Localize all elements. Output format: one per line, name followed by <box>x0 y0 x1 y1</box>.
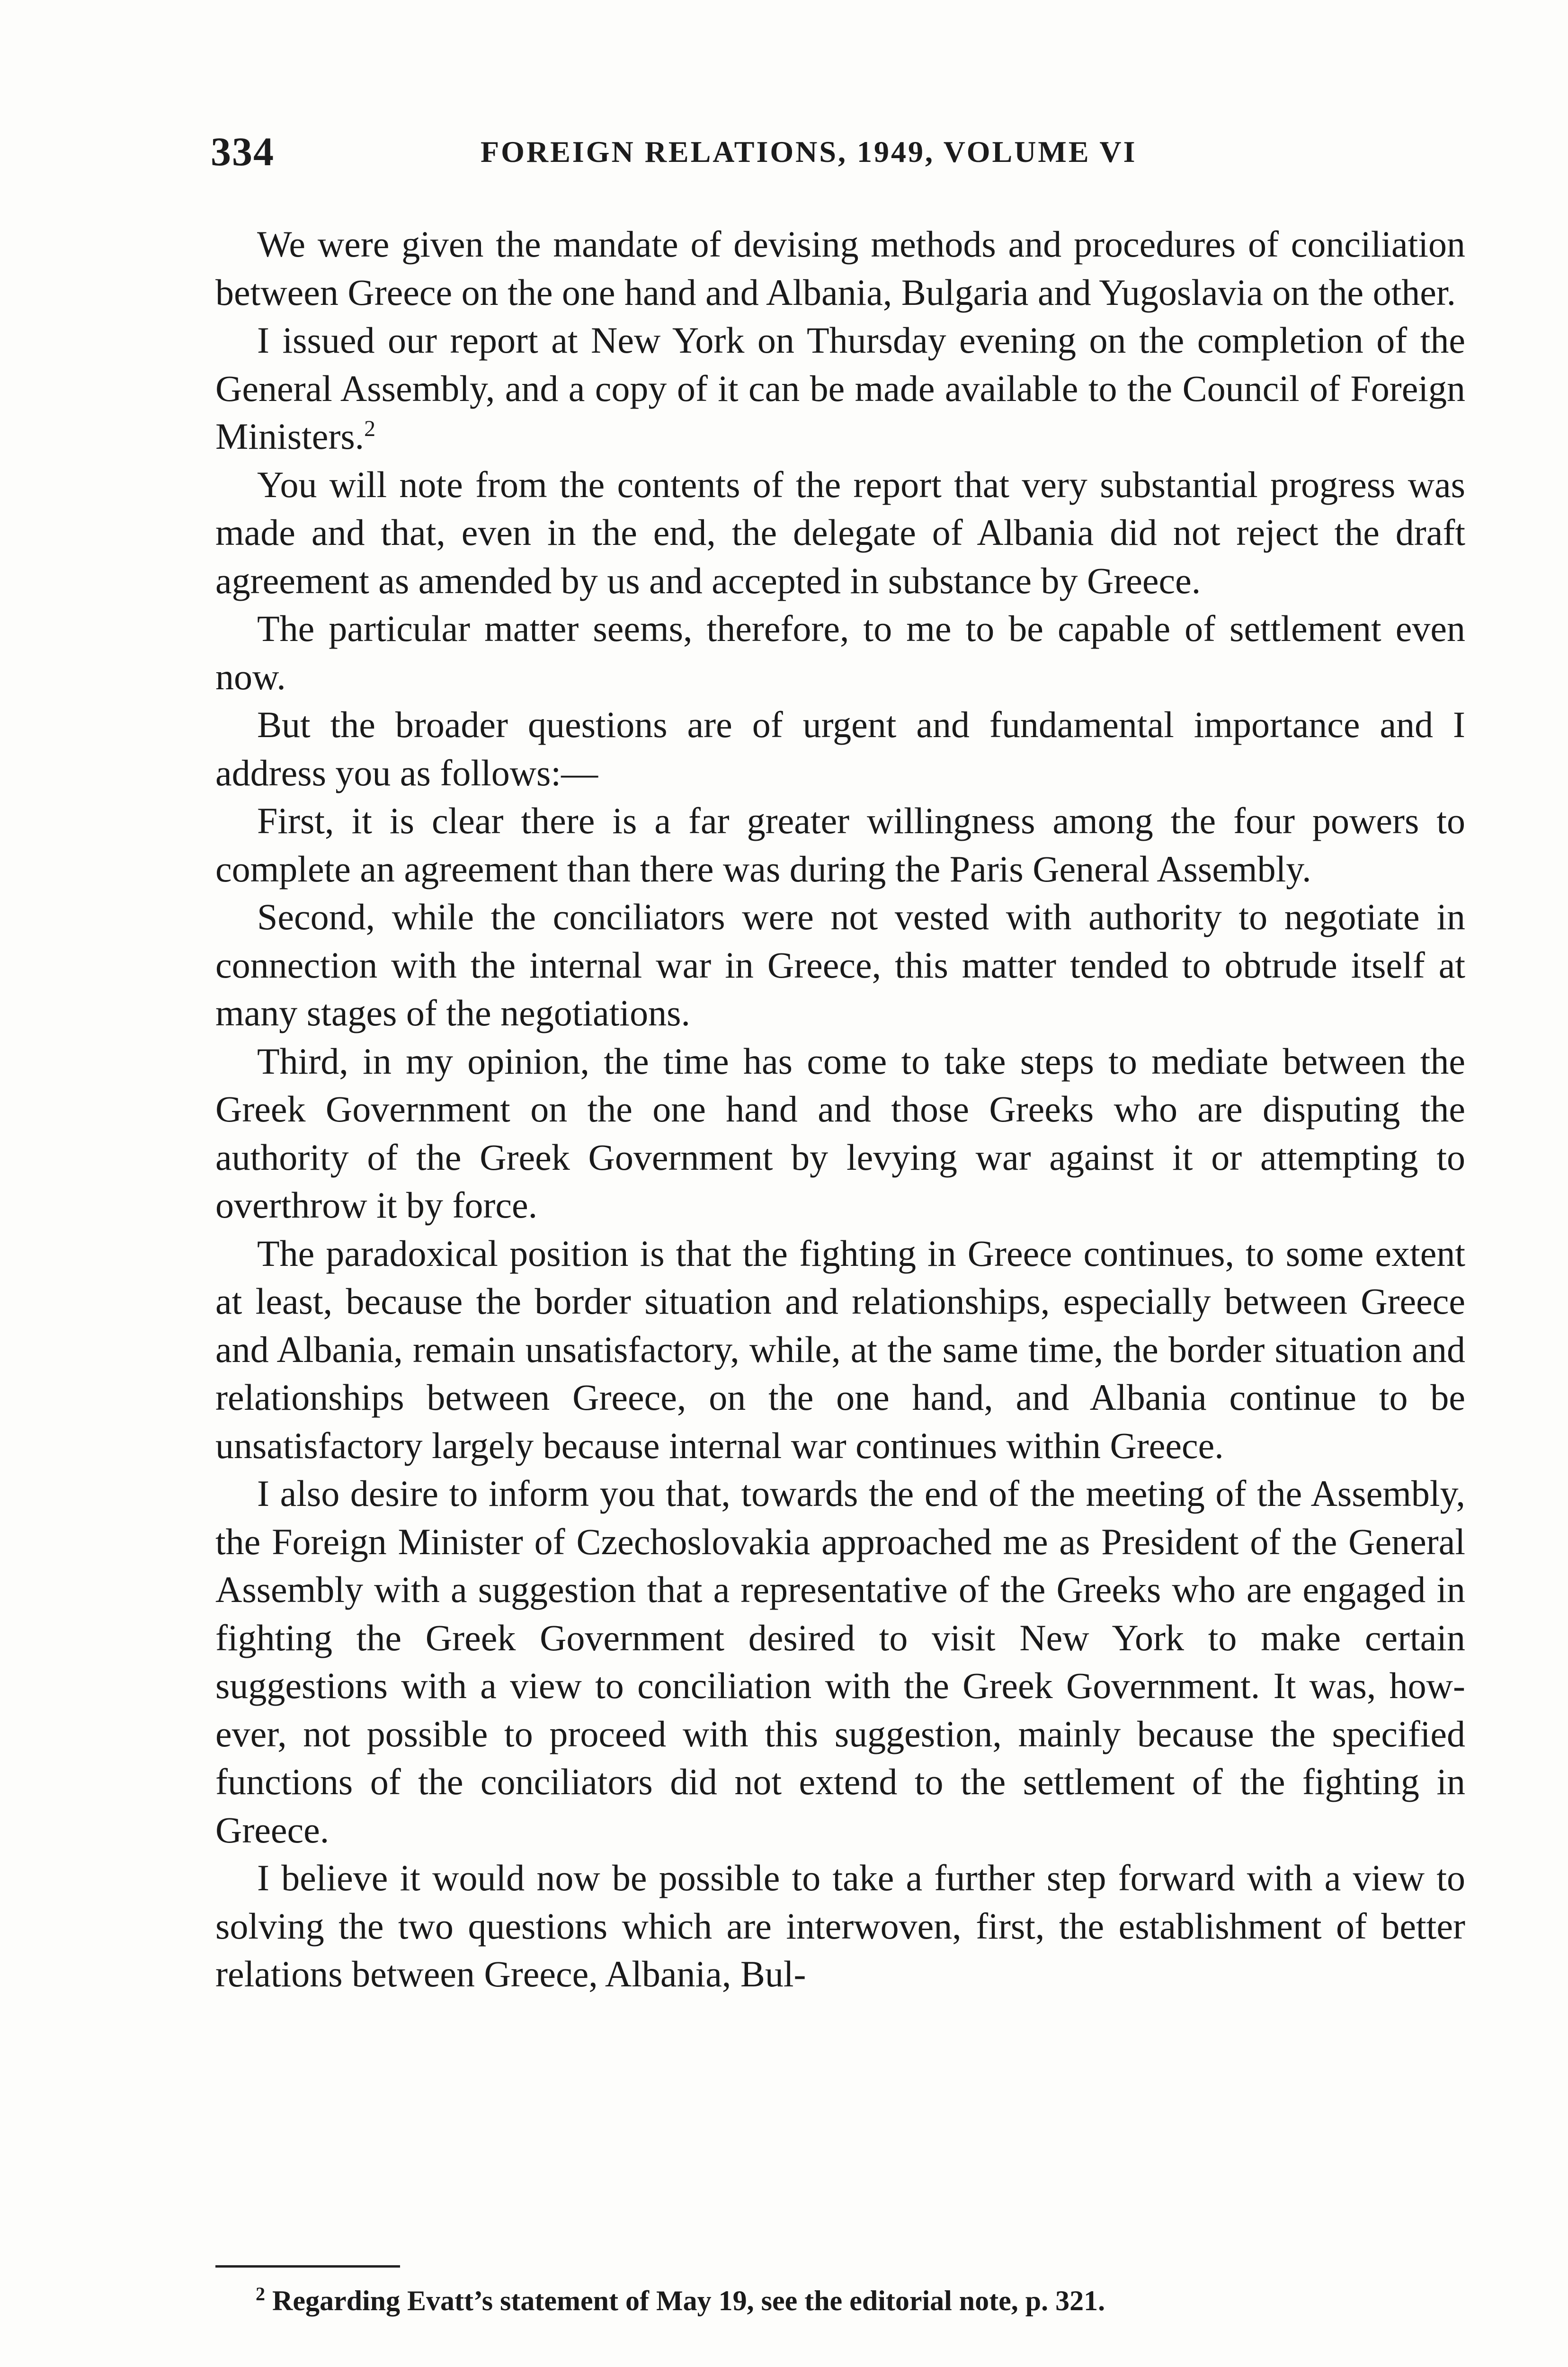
body-text <box>215 220 1465 1998</box>
paragraph: But the broader questions are of urgent and fundamental importance and I address you as follows:— <box>215 704 1465 793</box>
page-header <box>211 128 1463 180</box>
footnote-marker: 2 <box>256 2283 265 2305</box>
paragraph: I also desire to inform you that, towards the end of the meeting of the Assembly, the Foreign Minister of Czechoslovakia approached me as President of the General Assembly with a suggestion that a representative of the Greeks who are engaged in fighting the Greek Government desired to visit New York to make certain suggestions with a view to conciliation with the Greek Government. It was, however, not possible to proceed with this suggestion, mainly because the specified functions of the conciliators did not extend to the settlement of the fighting in Greece. <box>215 1473 1465 1851</box>
paragraph <box>215 316 1465 461</box>
paragraph: Second, while the conciliators were not vested with authority to negotiate in connection with the internal war in Greece, this matter tended to obtrude itself at many stages of the negotiations. <box>215 896 1465 1033</box>
footnote-text: Regarding Evatt’s statement of May 19, see the editorial note, p. 321. <box>272 2285 1105 2316</box>
paragraph: We were given the mandate of devising methods and procedures of conciliation between Greece on the one hand and Albania, Bulgaria and Yugoslavia on the other. <box>215 223 1465 313</box>
page-number: 334 <box>211 129 275 174</box>
footnote-reference: 2 <box>364 416 376 441</box>
paragraph: The paradoxical position is that the fighting in Greece continues, to some extent at least, because the border situation and relationships, especially between Greece and Albania, remain unsatisfactory, while, at the same time, the border situation and relationships between Greece, on the one hand, and Albania continue to be unsatisfactory largely because internal war continues within Greece. <box>215 1232 1465 1466</box>
footnote-divider <box>215 2265 400 2268</box>
paragraph: The particular matter seems, therefore, to me to be capable of settlement even now. <box>215 608 1465 697</box>
footnote <box>256 2282 1439 2320</box>
paragraph: Third, in my opinion, the time has come to take steps to mediate between the Greek Government on the one hand and those Greeks who are disputing the authority of the Greek Government by levying war against it or attempting to overthrow it by force. <box>215 1040 1465 1226</box>
paragraph: You will note from the contents of the report that very substantial progress was made and that, even in the end, the delegate of Albania did not reject the draft agreement as amended by us and accepted in substance by Greece. <box>215 463 1465 601</box>
paragraph: First, it is clear there is a far greater willingness among the four powers to complete an agreement than there was during the Paris General Assembly. <box>215 800 1465 890</box>
paragraph: I believe it would now be possible to take a further step forward with a view to solving the two questions which are interwoven, first, the establishment of better relations between Greece, Albania, Bul- <box>215 1857 1465 1994</box>
paragraph-text: I issued our report at New York on Thursday evening on the completion of the General Assembly, and a copy of it can be made available to the Council of Foreign Ministers. <box>215 320 1465 457</box>
running-head: FOREIGN RELATIONS, 1949, VOLUME VI <box>481 135 1137 169</box>
